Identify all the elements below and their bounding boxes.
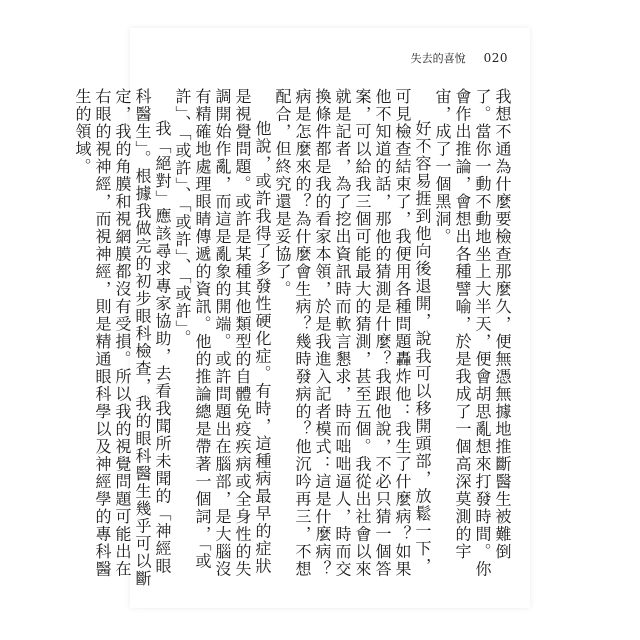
chapter-title: 失去的喜悅 — [410, 52, 466, 65]
running-header — [411, 50, 508, 66]
paragraph: 我想不通為什麼要檢查那麼久，便無憑無據地推斷醫生被難倒了。當你一動不動地坐上大半天，便會胡思亂想來打發時間。你會作出推論，會想出各種譬喻，於是我成了一個高深莫測的宇宙，成了一個黑洞。 — [433, 88, 512, 578]
book-page — [73, 28, 530, 608]
paragraph: 好不容易捱到他向後退開，說我可以移開頭部，放鬆一下，可見檢查結束了，我便用各種問題轟炸他：我生了什麼病？如果他不知道的話，那他的猜測是什麼？我跟他說，不必只猜一個答案，可以給我三個可能最大的猜測，甚至五個。我從出社會以來就是記者，為了挖出資訊時而軟言懇求，時而咄咄逼人，時而交換條件都是我的看家本領，於是我進入記者模式：這是什麼病？病是怎麼來的？為什麼會生病？幾時發病的？他沉吟再三，不想配合，但終究還是妥協了。 — [273, 88, 432, 578]
page-number: 020 — [483, 51, 508, 65]
paragraph: 我「絕對」應該尋求專家協助，去看我聞所未聞的「神經眼科醫生」。根據我做完的初步眼科檢查，我的眼科醫生幾乎可以斷定，我的角膜和視網膜都沒有受損。所以我的視覺問題可能出在右眼的視神經，而視神經，則是精通眼科學以及神經學的專科醫生的領域。 — [73, 88, 172, 588]
paragraph: 他說，或許我得了多發性硬化症。有時，這種病最早的症狀是視覺問題。或許是某種其他類型的自體免疫疾病或全身性的失調開始作亂，而這是亂象的開端。或許問題出在腦部，是大腦沒有精確地處理眼睛傳遞的資訊。他的推論總是帶著一個詞，「或許」、「或許」、「或許」、「或許」。 — [173, 88, 272, 578]
body-text — [73, 88, 512, 588]
